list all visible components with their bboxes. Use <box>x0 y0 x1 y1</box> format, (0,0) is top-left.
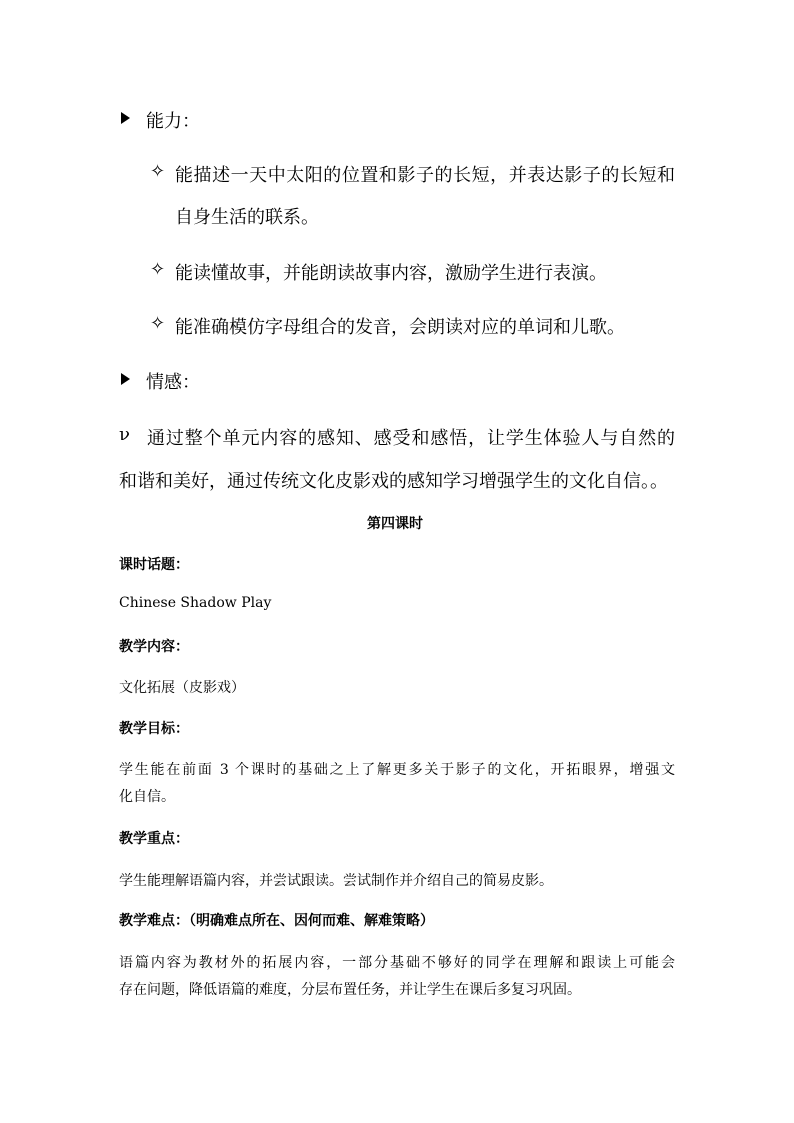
difficulty-line1: 语篇内容为教材外的拓展内容，一部分基础不够好的同学在理解和跟读上可能会 <box>119 955 675 971</box>
arrow-bullet-icon <box>121 112 130 124</box>
emotion-line1: 通过整个单元内容的感知、感受和感悟，让学生体验人与自然的 <box>147 428 675 449</box>
topic-value: Chinese Shadow Play <box>119 595 272 611</box>
difficulty-label: 教学难点：（明确难点所在、因何而难、解难策略） <box>119 913 434 929</box>
content-label: 教学内容： <box>119 639 189 655</box>
arrow-bullet-icon <box>121 373 130 385</box>
topic-label: 课时话题： <box>119 557 189 573</box>
goal-line1: 学生能在前面 3 个课时的基础之上了解更多关于影子的文化，开拓眼界，增强文 <box>119 762 675 778</box>
key-value: 学生能理解语篇内容，并尝试跟读。尝试制作并介绍自己的简易皮影。 <box>119 873 553 889</box>
ability-item-2: 能读懂故事，并能朗读故事内容，激励学生进行表演。 <box>175 263 607 284</box>
goal-line2: 化自信。 <box>119 789 175 805</box>
emotion-line2: 和谐和美好，通过传统文化皮影戏的感知学习增强学生的文化自信。。 <box>119 471 668 492</box>
ability-label: 能力： <box>146 111 200 132</box>
ability-item-3: 能准确模仿字母组合的发音，会朗读对应的单词和儿歌。 <box>175 317 625 338</box>
diamond-bullet-icon: ✧ <box>150 313 166 334</box>
diamond-bullet-icon: ✧ <box>150 161 166 182</box>
key-label: 教学重点： <box>119 831 189 847</box>
diamond-bullet-icon: ✧ <box>150 259 166 280</box>
emotion-bullet: ν <box>119 424 130 445</box>
lesson-heading: 第四课时 <box>367 516 423 532</box>
difficulty-line2: 存在问题，降低语篇的难度，分层布置任务，并让学生在课后多复习巩固。 <box>119 982 581 998</box>
ability-item-1-line1: 能描述一天中太阳的位置和影子的长短，并表达影子的长短和 <box>175 165 675 186</box>
content-value: 文化拓展（皮影戏） <box>119 680 245 696</box>
goal-label: 教学目标： <box>119 721 189 737</box>
ability-item-1-line2: 自身生活的联系。 <box>175 207 319 228</box>
emotion-label: 情感： <box>146 372 200 393</box>
